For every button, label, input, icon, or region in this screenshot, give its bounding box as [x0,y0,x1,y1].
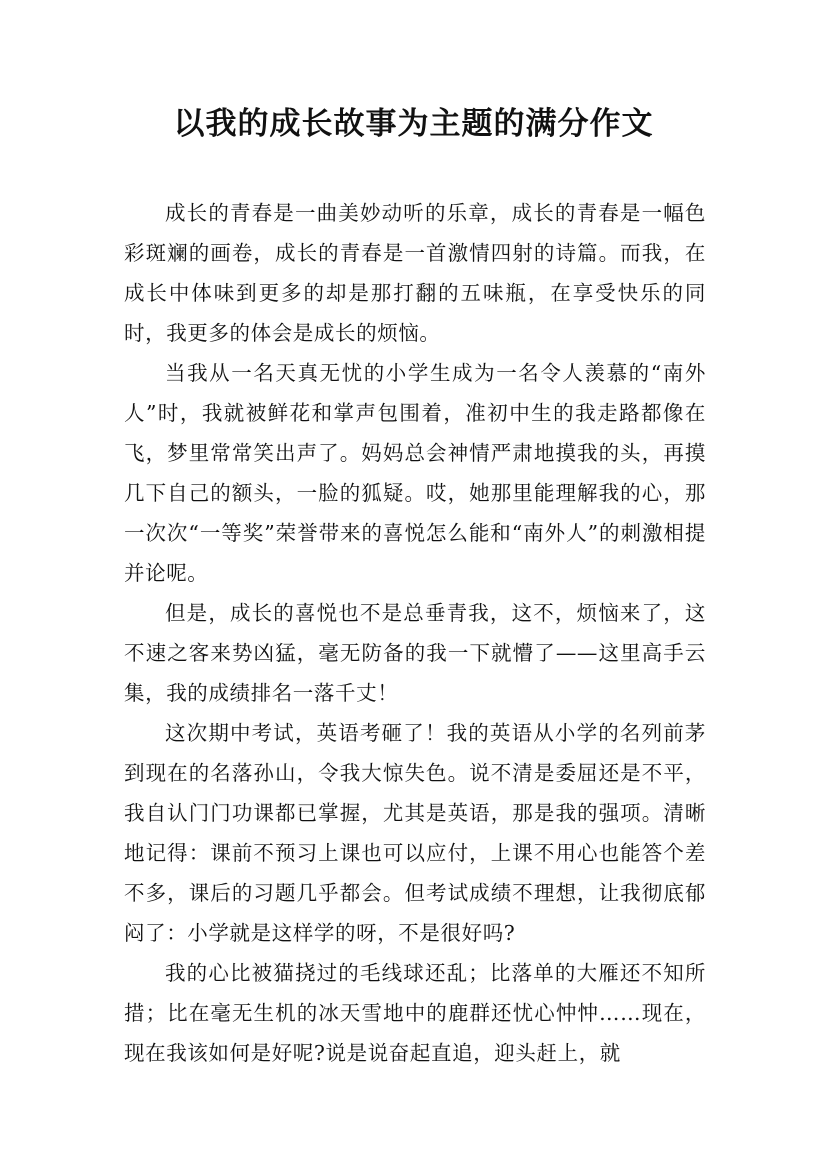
paragraph-4: 这次期中考试，英语考砸了！我的英语从小学的名列前茅到现在的名落孙山，令我大惊失色。说不清是委屈还是不平，我自认门门功课都已掌握，尤其是英语，那是我的强项。清晰地记得：课前不预习上课也可以应付，上课不用心也能答个差不多，课后的习题几乎都会。但考试成绩不理想，让我彻底郁闷了：小学就是这样学的呀，不是很好吗? [124,721,706,945]
paragraph-3: 但是，成长的喜悦也不是总垂青我，这不，烦恼来了，这不速之客来势凶猛，毫无防备的我一下就懵了——这里高手云集，我的成绩排名一落千丈！ [124,601,706,705]
document-title: 以我的成长故事为主题的满分作文 [173,106,654,142]
document-body [124,193,706,1073]
paragraph-2: 当我从一名天真无忧的小学生成为一名令人羡慕的“南外人”时，我就被鲜花和掌声包围着，准初中生的我走路都像在飞，梦里常常笑出声了。妈妈总会神情严肃地摸我的头，再摸几下自己的额头，一脸的狐疑。哎，她那里能理解我的心，那一次次“一等奖”荣誉带来的喜悦怎么能和“南外人”的刺激相提并论呢。 [124,361,706,585]
paragraph-1: 成长的青春是一曲美妙动听的乐章，成长的青春是一幅色彩斑斓的画卷，成长的青春是一首激情四射的诗篇。而我，在成长中体味到更多的却是那打翻的五味瓶，在享受快乐的同时，我更多的体会是成长的烦恼。 [124,201,706,345]
paragraph-5: 我的心比被猫挠过的毛线球还乱；比落单的大雁还不知所措；比在毫无生机的冰天雪地中的鹿群还忧心忡忡……现在，现在我该如何是好呢?说是说奋起直追，迎头赶上，就 [124,961,706,1065]
